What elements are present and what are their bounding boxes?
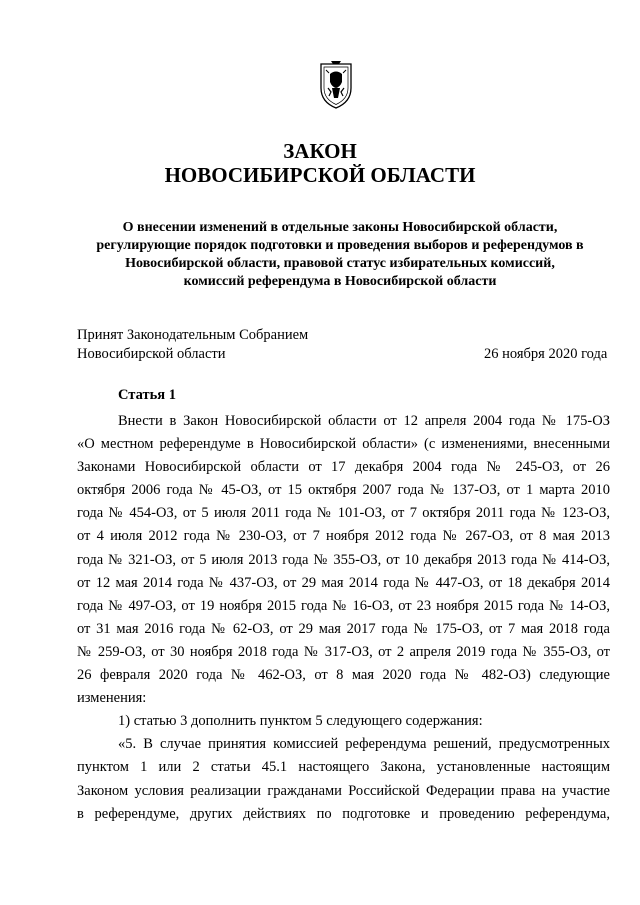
coat-of-arms-icon bbox=[317, 58, 355, 110]
body-line: от 4 июля 2012 года № 230-ОЗ, от 7 ноября 2012 года № 267-ОЗ, от 8 мая 2013 bbox=[77, 528, 610, 545]
subject-line: регулирующие порядок подготовки и проведения выборов и референдумов в bbox=[96, 238, 584, 253]
adoption-date: 26 ноября 2020 года bbox=[484, 346, 608, 362]
body-line: года № 497-ОЗ, от 19 ноября 2015 года № 16-ОЗ, от 23 ноября 2015 года № 14-ОЗ, bbox=[77, 597, 610, 614]
body-line: пунктом 1 или 2 статьи 45.1 настоящего Закона, установленные настоящим bbox=[77, 759, 610, 776]
body-line: в референдуме, других действиях по подготовке и проведению референдума, bbox=[77, 805, 610, 822]
subject-line: О внесении изменений в отдельные законы Новосибирской области, bbox=[122, 220, 558, 235]
body-line: 26 февраля 2020 года № 462-ОЗ, от 8 мая 2020 года № 482-ОЗ) следующие bbox=[77, 667, 610, 684]
body-line: октября 2006 года № 45-ОЗ, от 15 октября 2007 года № 137-ОЗ, от 1 марта 2010 bbox=[77, 482, 610, 499]
article-heading: Статья 1 bbox=[118, 387, 176, 403]
adoption-line1: Принят Законодательным Собранием bbox=[77, 327, 309, 343]
body-line: изменения: bbox=[77, 690, 147, 707]
body-line: 1) статью 3 дополнить пунктом 5 следующего содержания: bbox=[118, 713, 483, 730]
body-line: года № 321-ОЗ, от 5 июля 2013 года № 355-ОЗ, от 10 декабря 2013 года № 414-ОЗ, bbox=[77, 551, 610, 568]
body-line: от 12 мая 2014 года № 437-ОЗ, от 29 мая 2014 года № 447-ОЗ, от 18 декабря 2014 bbox=[77, 574, 610, 591]
law-subject bbox=[70, 219, 610, 291]
body-line: № 259-ОЗ, от 30 ноября 2018 года № 317-ОЗ, от 2 апреля 2019 года № 355-ОЗ, от bbox=[77, 643, 610, 660]
subject-line: Новосибирской области, правовой статус избирательных комиссий, bbox=[125, 256, 555, 271]
law-title-line2: НОВОСИБИРСКОЙ ОБЛАСТИ bbox=[164, 163, 476, 187]
body-line: «5. В случае принятия комиссией референдума решений, предусмотренных bbox=[118, 736, 610, 753]
body-line: Законами Новосибирской области от 17 декабря 2004 года № 245-ОЗ, от 26 bbox=[77, 459, 610, 476]
body-line: года № 454-ОЗ, от 5 июля 2011 года № 101-ОЗ, от 7 октября 2011 года № 123-ОЗ, bbox=[77, 505, 610, 522]
subject-line: комиссий референдума в Новосибирской области bbox=[183, 274, 497, 289]
body-line: Законом условия реализации гражданами Российской Федерации права на участие bbox=[77, 782, 610, 799]
body-line: Внести в Закон Новосибирской области от 12 апреля 2004 года № 175-ОЗ bbox=[118, 413, 610, 429]
body-line: от 31 мая 2016 года № 62-ОЗ, от 29 мая 2017 года № 175-ОЗ, от 7 мая 2018 года bbox=[77, 620, 610, 637]
adoption-line2: Новосибирской области bbox=[77, 346, 226, 362]
law-title-line1: ЗАКОН bbox=[283, 139, 357, 163]
article-body bbox=[77, 410, 610, 826]
body-line: «О местном референдуме в Новосибирской области» (с изменениями, внесенными bbox=[77, 436, 610, 453]
law-title bbox=[0, 139, 640, 187]
adoption-info bbox=[77, 326, 308, 364]
